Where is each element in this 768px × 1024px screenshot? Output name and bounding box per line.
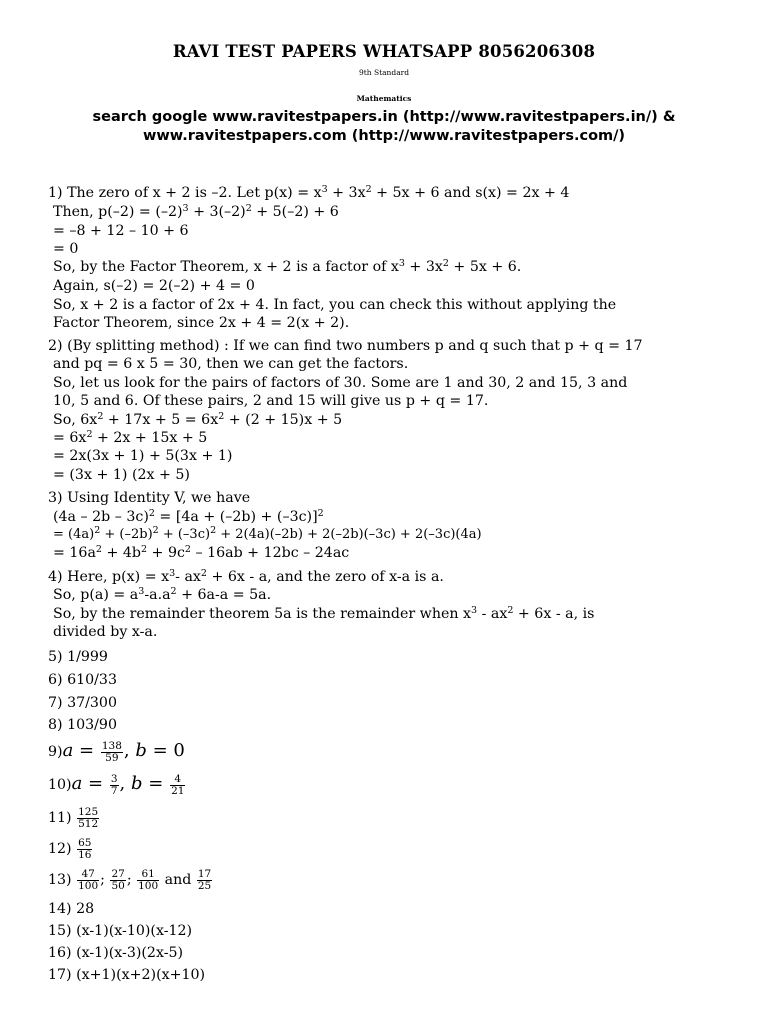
equals: =	[73, 740, 100, 761]
q4-line-3	[53, 605, 594, 623]
subject-label: Mathematics	[356, 94, 412, 103]
text: + 3(–2)	[188, 204, 246, 220]
answer-13	[48, 867, 213, 893]
sup: 3	[169, 568, 176, 579]
sup: 2	[86, 429, 93, 440]
text: + 4b	[101, 545, 141, 561]
text: 4) Here, p(x) = x	[48, 569, 170, 585]
answer-number: 12)	[48, 841, 72, 857]
sup: 2	[200, 568, 207, 579]
denominator: 16	[78, 848, 92, 861]
numerator: 125	[78, 805, 99, 818]
answer-11	[48, 805, 100, 831]
q1-line-1	[48, 184, 569, 202]
sup: 2	[365, 184, 372, 195]
answer-16: 16) (x-1)(x-3)(2x-5)	[48, 945, 184, 961]
q2-line-8: = (3x + 1) (2x + 5)	[53, 467, 190, 483]
q1-line-4: = 0	[53, 241, 79, 257]
q2-line-4: 10, 5 and 6. Of these pairs, 2 and 15 will give us p + q = 17.	[53, 393, 489, 409]
q2-line-7: = 2x(3x + 1) + 5(3x + 1)	[53, 448, 233, 464]
sup: 3	[398, 258, 405, 269]
answer-number: 11)	[48, 810, 72, 826]
q4-line-4: divided by x-a.	[53, 624, 158, 640]
q1-line-7: So, x + 2 is a factor of 2x + 4. In fact, you can check this without applying the	[53, 297, 617, 313]
text: (4a – 2b – 3c)	[53, 509, 149, 525]
numerator: 138	[101, 739, 122, 752]
separator: ;	[126, 872, 132, 888]
answer-5: 5) 1/999	[48, 649, 108, 665]
fraction	[110, 774, 119, 797]
fraction	[77, 869, 99, 892]
q2-line-3: So, let us look for the pairs of factors of 30. Some are 1 and 30, 2 and 15, 3 and	[53, 375, 628, 391]
fraction	[77, 807, 99, 830]
answer-number: 10)	[48, 777, 72, 793]
text: 1) The zero of x + 2 is –2. Let p(x) = x	[48, 185, 322, 201]
answer-7: 7) 37/300	[48, 695, 117, 711]
standard-label: 9th Standard	[358, 68, 410, 77]
value: = 0	[146, 740, 185, 761]
conjunction: and	[160, 872, 196, 888]
text: + 6a-a = 5a.	[176, 587, 272, 603]
sup: 2	[210, 525, 217, 536]
text: + 5x + 6 and s(x) = 2x + 4	[371, 185, 570, 201]
text: = [4a + (–2b) + (–3c)]	[154, 509, 318, 525]
answer-9	[48, 738, 185, 765]
q1-line-6: Again, s(–2) = 2(–2) + 4 = 0	[53, 278, 255, 294]
equals: =	[82, 773, 109, 794]
sup: 2	[94, 525, 101, 536]
numerator: 4	[174, 772, 182, 785]
q2-line-6	[53, 429, 207, 447]
text: So, 6x	[53, 412, 98, 428]
text: + 2(4a)(–2b) + 2(–2b)(–3c) + 2(–3c)(4a)	[216, 527, 482, 542]
text: So, by the Factor Theorem, x + 2 is a factor of x	[53, 259, 399, 275]
text: + 3x	[327, 185, 366, 201]
q2-line-2: and pq = 6 x 5 = 30, then we can get the factors.	[53, 356, 409, 372]
search-line-1: search google www.ravitestpapers.in (http://www.ravitestpapers.in/) &	[92, 109, 676, 125]
fraction	[170, 774, 185, 797]
var-b: b	[135, 740, 147, 761]
text: Then, p(–2) = (–2)	[53, 204, 183, 220]
sup: 2	[140, 544, 148, 555]
separator: ;	[100, 872, 105, 888]
sup: 2	[152, 525, 159, 536]
answer-12	[48, 836, 93, 862]
sup: 2	[95, 544, 102, 555]
denominator: 25	[197, 879, 212, 892]
denominator: 100	[138, 879, 159, 892]
sup: 2	[317, 508, 324, 519]
sup: 2	[245, 203, 252, 214]
text: So, by the remainder theorem 5a is the remainder when x	[53, 606, 472, 622]
text: – 16ab + 12bc – 24ac	[190, 545, 350, 561]
fraction	[77, 838, 92, 861]
text: -a.a	[144, 587, 171, 603]
equals: =	[142, 773, 170, 794]
numerator: 61	[141, 867, 155, 880]
q1-line-2	[53, 203, 339, 221]
text: + 5x + 6.	[448, 259, 522, 275]
text: = (4a)	[53, 527, 95, 542]
text: + 6x - a, and the zero of x-a is a.	[206, 569, 444, 585]
sup: 2	[442, 258, 449, 269]
search-line-2: www.ravitestpapers.com (http://www.ravitestpapers.com/)	[142, 128, 626, 144]
denominator: 21	[171, 784, 185, 797]
page-title: RAVI TEST PAPERS WHATSAPP 8056206308	[172, 42, 596, 61]
text: = 6x	[53, 430, 87, 446]
text: + (–2b)	[100, 527, 153, 542]
answer-8: 8) 103/90	[48, 717, 117, 733]
text: - ax	[175, 569, 201, 585]
separator: ,	[119, 773, 131, 794]
numerator: 65	[78, 836, 92, 849]
q2-line-1: 2) (By splitting method) : If we can find two numbers p and q such that p + q = 17	[48, 338, 643, 354]
var-b: b	[131, 773, 143, 794]
denominator: 100	[78, 879, 99, 892]
denominator: 7	[110, 784, 118, 797]
q2-line-5	[53, 411, 342, 429]
q3-line-2	[53, 508, 324, 526]
fraction	[197, 869, 212, 892]
sup: 3	[471, 605, 478, 616]
q3-line-3	[53, 526, 482, 544]
sup: 3	[182, 203, 189, 214]
text: - ax	[477, 606, 508, 622]
text: + 5(–2) + 6	[251, 204, 339, 220]
text: + 9c	[147, 545, 185, 561]
answer-number: 9)	[48, 744, 63, 760]
answer-17: 17) (x+1)(x+2)(x+10)	[48, 967, 206, 983]
text: + (–3c)	[158, 527, 211, 542]
q3-line-4	[53, 544, 349, 562]
denominator: 50	[111, 879, 125, 892]
sup: 2	[170, 586, 177, 597]
numerator: 3	[110, 772, 118, 785]
sup: 2	[507, 605, 514, 616]
q3-line-1: 3) Using Identity V, we have	[48, 490, 251, 506]
q4-line-2	[53, 586, 271, 604]
text: + 17x + 5 = 6x	[103, 412, 219, 428]
q1-line-8: Factor Theorem, since 2x + 4 = 2(x + 2).	[53, 315, 350, 331]
text: + 3x	[404, 259, 443, 275]
numerator: 17	[197, 867, 212, 880]
text: = 16a	[53, 545, 96, 561]
answer-number: 13)	[48, 872, 72, 888]
var-a: a	[71, 773, 83, 794]
sup: 3	[138, 586, 145, 597]
answer-15: 15) (x-1)(x-10)(x-12)	[48, 923, 193, 939]
text: So, p(a) = a	[53, 587, 139, 603]
fraction	[110, 869, 125, 892]
denominator: 59	[101, 752, 123, 764]
text: + 2x + 15x + 5	[92, 430, 208, 446]
text: + (2 + 15)x + 5	[224, 412, 343, 428]
fraction	[101, 741, 123, 764]
sup: 2	[97, 411, 104, 422]
sup: 2	[148, 508, 155, 519]
separator: ,	[123, 740, 136, 761]
text: + 6x - a, is	[513, 606, 595, 622]
q1-line-5	[53, 258, 521, 276]
answer-10	[48, 771, 186, 798]
denominator: 512	[78, 817, 99, 830]
q4-line-1	[48, 568, 444, 586]
sup: 3	[321, 184, 328, 195]
q1-line-3: = –8 + 12 – 10 + 6	[53, 223, 189, 239]
numerator: 27	[111, 867, 125, 880]
sup: 2	[218, 411, 225, 422]
sup: 2	[184, 544, 191, 555]
numerator: 47	[81, 867, 95, 880]
var-a: a	[62, 740, 74, 761]
answer-14: 14) 28	[48, 901, 95, 917]
fraction	[137, 869, 159, 892]
answer-6: 6) 610/33	[48, 672, 117, 688]
